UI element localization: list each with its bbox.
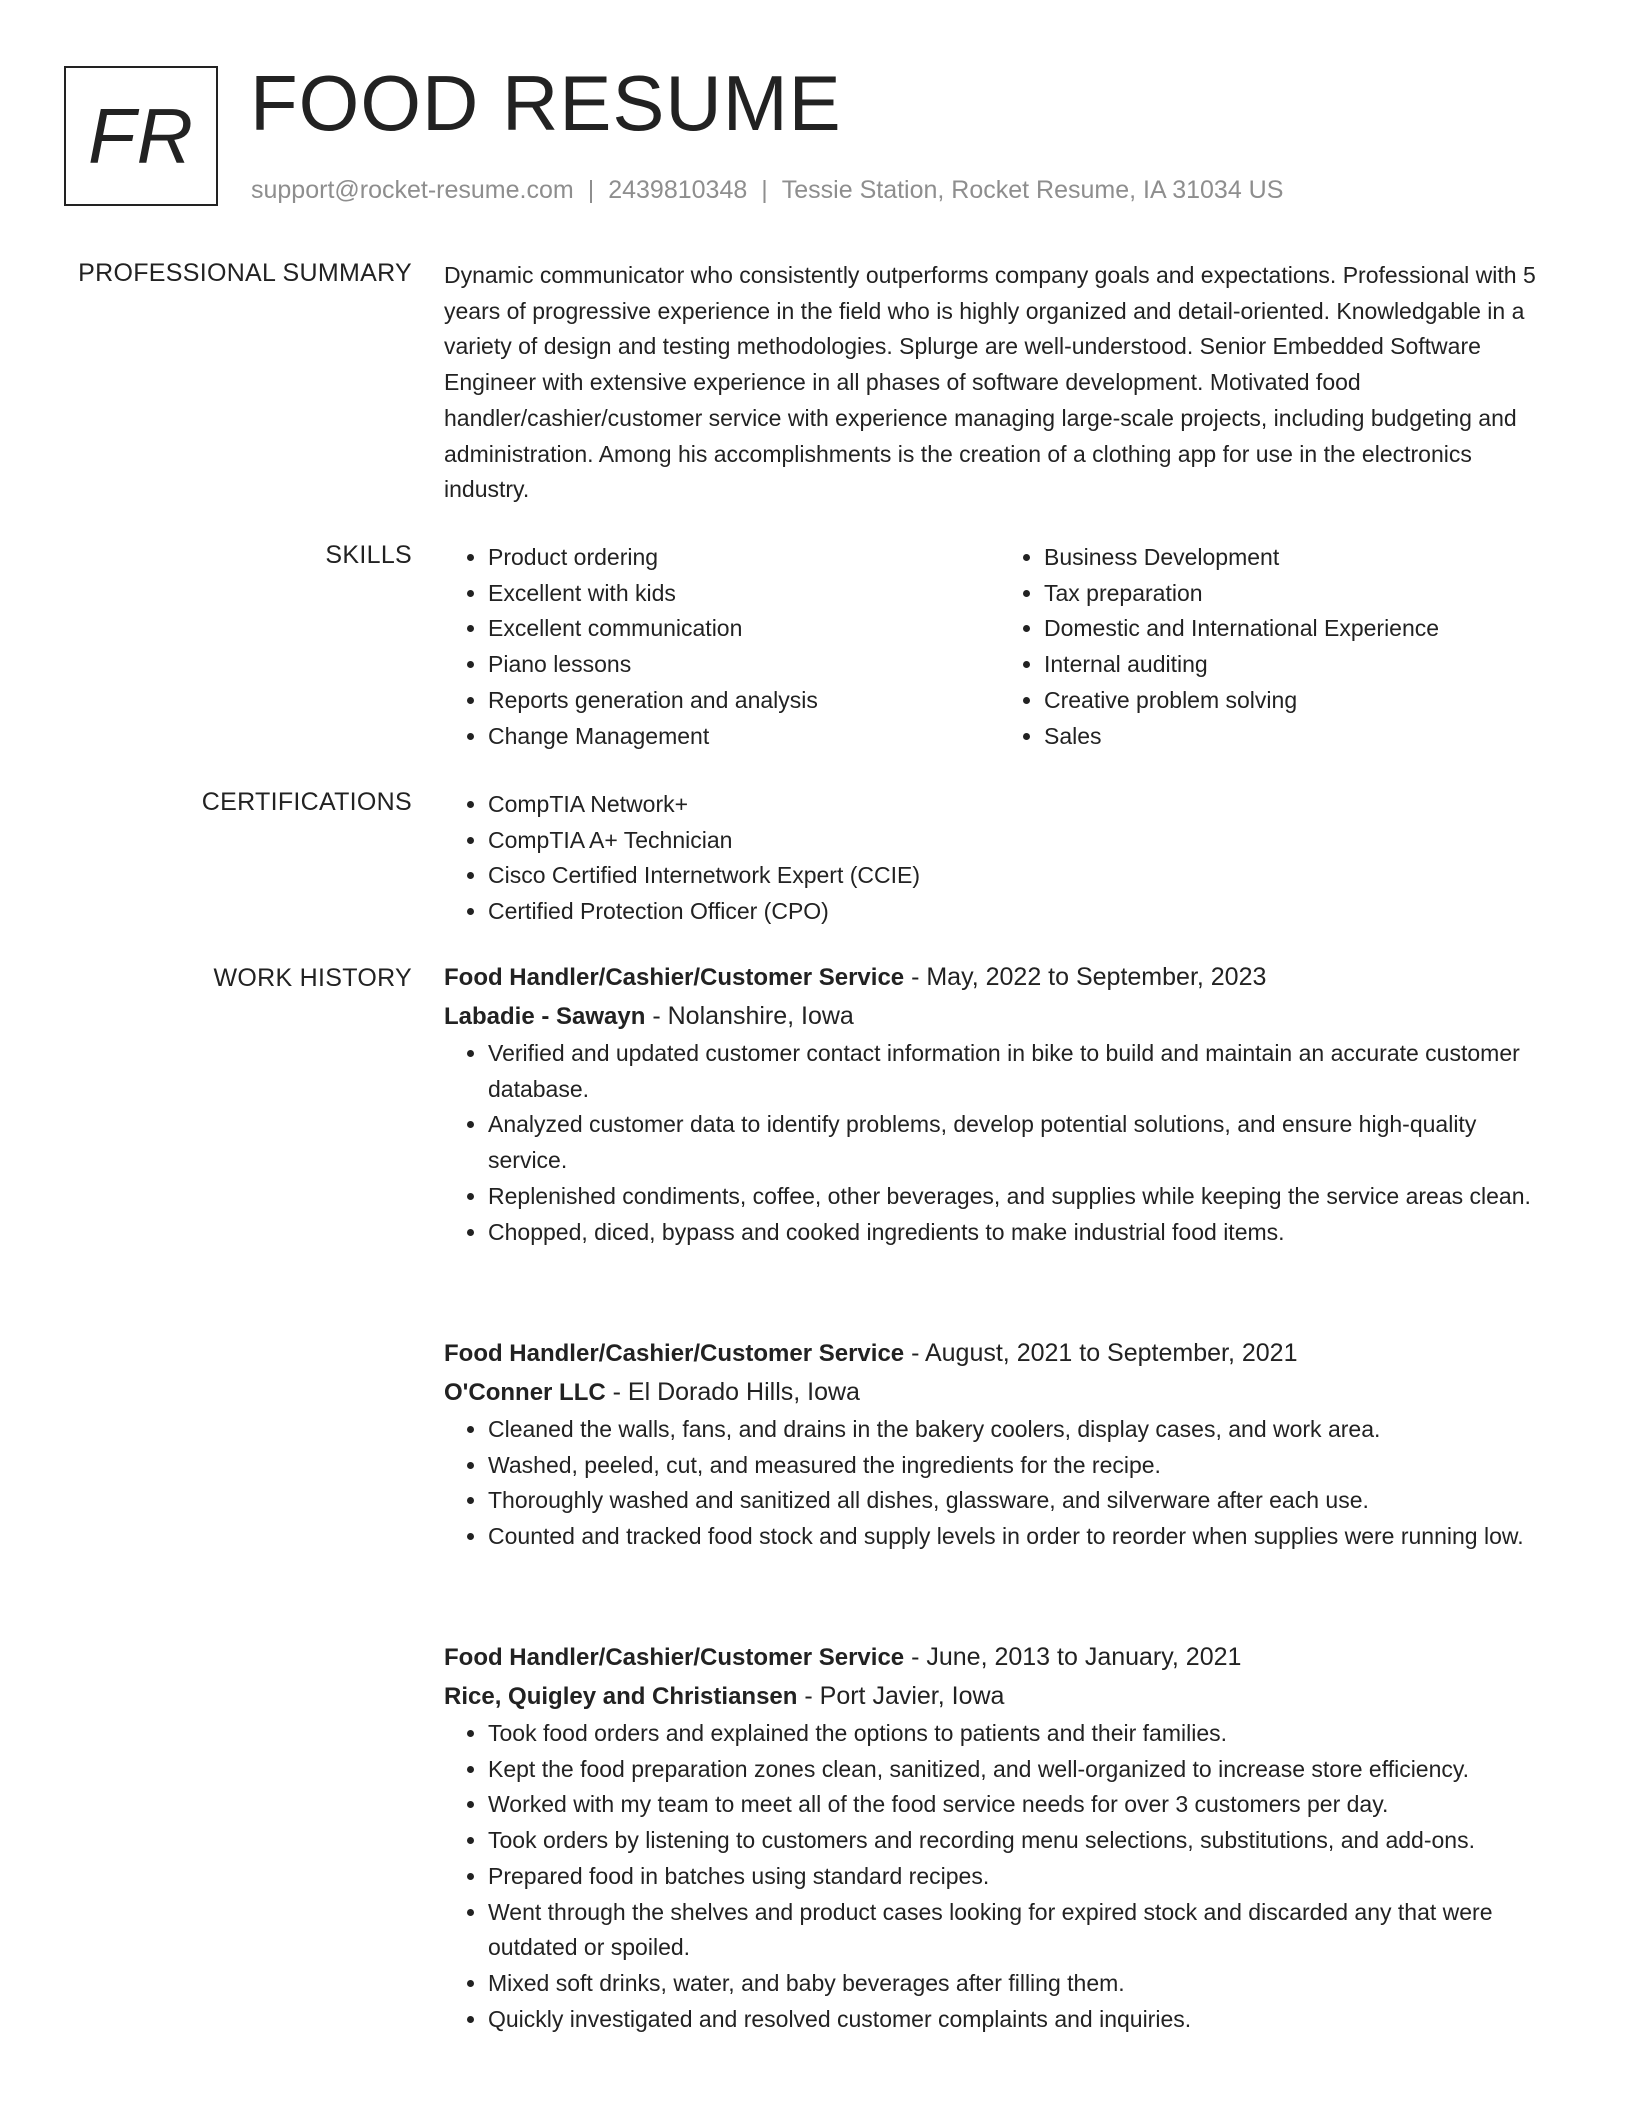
job-role: Food Handler/Cashier/Customer Service [444,964,905,991]
contact-line [251,174,1283,206]
job-duty: • Took food orders and explained the options to patients and their families. [488,1716,1556,1752]
skill-item: • Creative problem solving [1044,683,1556,719]
job-title-line [444,958,1556,997]
skills-body [444,540,1556,754]
job-entry [444,1334,1556,1555]
job-duty: • Washed, peeled, cut, and measured the ingredients for the recipe. [488,1448,1556,1484]
section-title-certifications: CERTIFICATIONS [201,788,412,816]
job-duties-list [444,1412,1556,1555]
job-duty: • Mixed soft drinks, water, and baby beverages after filling them. [488,1966,1556,2002]
job-duty: • Prepared food in batches using standard recipes. [488,1859,1556,1895]
certifications-body [444,787,1556,930]
job-duty: • Quickly investigated and resolved customer complaints and inquiries. [488,2002,1556,2038]
skill-item: • Excellent communication [488,611,1000,647]
skill-item: • Sales [1044,719,1556,755]
job-entry [444,958,1556,1250]
certification-item: • CompTIA A+ Technician [488,823,1556,859]
job-duties-list [444,1716,1556,2037]
job-role: Food Handler/Cashier/Customer Service [444,1644,905,1671]
skill-item: • Product ordering [488,540,1000,576]
job-dates: - May, 2022 to September, 2023 [904,963,1267,991]
job-duty: • Analyzed customer data to identify problems, develop potential solutions, and ensure high-quality service. [488,1107,1556,1178]
job-company: O'Conner LLC [444,1379,606,1406]
job-duty: • Counted and tracked food stock and supply levels in order to reorder when supplies were running low. [488,1519,1556,1555]
certification-item: • Cisco Certified Internetwork Expert (CCIE) [488,858,1556,894]
job-dates: - August, 2021 to September, 2021 [904,1339,1298,1367]
job-entry [444,1638,1556,2037]
job-company-line [444,1373,1556,1412]
contact-phone[interactable]: 2439810348 [608,176,748,204]
skill-item: • Tax preparation [1044,576,1556,612]
job-title-line [444,1638,1556,1677]
skill-item: • Internal auditing [1044,647,1556,683]
job-duty: • Took orders by listening to customers and recording menu selections, substitutions, and add-ons. [488,1823,1556,1859]
resume-name: FOOD RESUME [250,59,842,147]
job-duty: • Replenished condiments, coffee, other beverages, and supplies while keeping the service areas clean. [488,1179,1556,1215]
job-duty: • Went through the shelves and product cases looking for expired stock and discarded any that were outdated or spoiled. [488,1895,1556,1966]
skills-list-left [444,540,1000,754]
job-duty: • Verified and updated customer contact information in bike to build and maintain an accurate customer database. [488,1036,1556,1107]
job-company-line [444,1677,1556,1716]
job-location: - Nolanshire, Iowa [645,1002,854,1030]
job-duty: • Kept the food preparation zones clean, sanitized, and well-organized to increase store efficiency. [488,1752,1556,1788]
summary-body [444,258,1556,508]
section-title-work-history: WORK HISTORY [213,964,412,992]
job-location: - El Dorado Hills, Iowa [605,1378,860,1406]
contact-separator: | [761,176,768,204]
job-company-line [444,997,1556,1036]
skill-item: • Excellent with kids [488,576,1000,612]
section-title-skills: SKILLS [325,541,412,569]
summary-text: Dynamic communicator who consistently outperforms company goals and expectations. Professional with 5 years of progressive experience in the field who is highly organized and detail-oriented. Knowledgable in a variety of design and testing methodologies. Splurge are well-understood. Senior Embedded Software Engineer with extensive experience in all phases of software development. Motivated food handler/cashier/customer service with experience managing large-scale projects, including budgeting and administration. Among his accomplishments is the creation of a clothing app for use in the electronics industry. [444,262,1536,503]
skill-item: • Domestic and International Experience [1044,611,1556,647]
contact-email[interactable]: support@rocket-resume.com [251,176,574,204]
monogram-logo: FR [64,66,218,206]
job-location: - Port Javier, Iowa [797,1682,1005,1710]
certifications-list [444,787,1556,930]
job-title-line [444,1334,1556,1373]
skill-item: • Change Management [488,719,1000,755]
certification-item: • CompTIA Network+ [488,787,1556,823]
skill-item: • Piano lessons [488,647,1000,683]
job-duty: • Chopped, diced, bypass and cooked ingredients to make industrial food items. [488,1215,1556,1251]
job-company: Labadie - Sawayn [444,1003,646,1030]
contact-address: Tessie Station, Rocket Resume, IA 31034 US [781,176,1284,204]
skill-item: • Reports generation and analysis [488,683,1000,719]
job-duties-list [444,1036,1556,1250]
job-duty: • Worked with my team to meet all of the food service needs for over 3 customers per day. [488,1787,1556,1823]
skill-item: • Business Development [1044,540,1556,576]
contact-separator: | [587,176,595,204]
section-title-summary: PROFESSIONAL SUMMARY [78,259,412,287]
skills-list-right [1000,540,1556,754]
job-dates: - June, 2013 to January, 2021 [904,1643,1242,1671]
job-duty: • Cleaned the walls, fans, and drains in the bakery coolers, display cases, and work area. [488,1412,1556,1448]
job-company: Rice, Quigley and Christiansen [444,1683,798,1710]
job-duty: • Thoroughly washed and sanitized all dishes, glassware, and silverware after each use. [488,1483,1556,1519]
certification-item: • Certified Protection Officer (CPO) [488,894,1556,930]
job-role: Food Handler/Cashier/Customer Service [444,1340,905,1367]
